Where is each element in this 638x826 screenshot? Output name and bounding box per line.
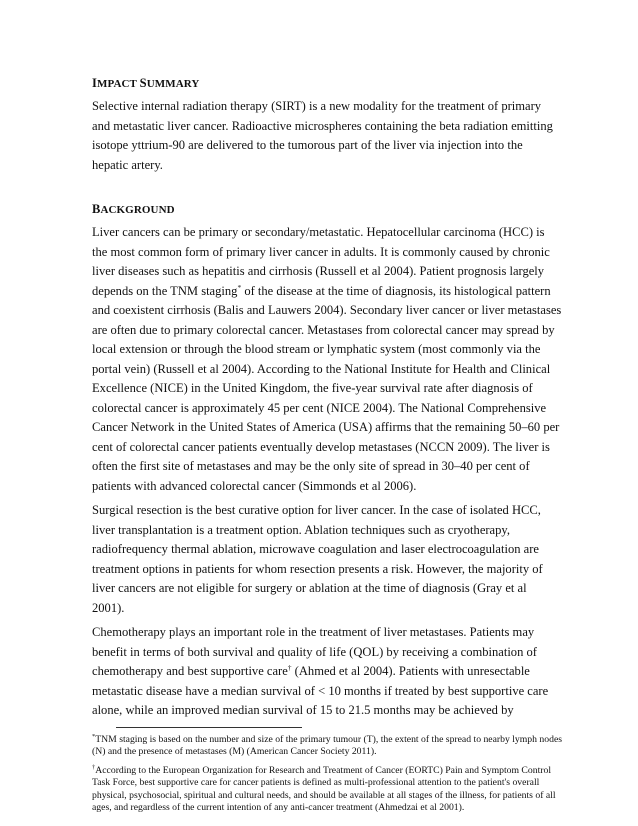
heading-initial: B	[92, 202, 101, 216]
heading-rest: UMMARY	[146, 78, 200, 90]
heading-initial: S	[139, 76, 147, 90]
background-paragraph-1	[92, 223, 562, 496]
footnote-text: According to the European Organization for Research and Treatment of Cancer (EORTC) Pain and Symptom Control Task Force, best supportive care for cancer patients is defined as multi-professional attention to the patient's overall physical, psychosocial, spiritual and cultural needs, and should be available at all stages of the illness, for patients of all ages, and regardless of the current intention of any anti-cancer treatment (Ahmedzai et al 2001).	[92, 764, 556, 814]
footnote-tnm	[92, 734, 562, 759]
impact-summary-heading	[92, 76, 562, 91]
impact-summary-text: Selective internal radiation therapy (SIRT) is a new modality for the treatment of primary and metastatic liver cancer. Radioactive microspheres containing the beta radiation emitting isotope yttrium-90 are delivered to the tumorous part of the liver via injection into the hepatic artery.	[92, 99, 553, 172]
document-page	[92, 68, 562, 821]
paragraph-text: of the disease at the time of diagnosis, its histological pattern and coexistent cirrhosis (Balis and Lauwers 2004). Secondary liver cancer or liver metastases are often due to primary colorectal cancer. Metastases from colorectal cancer may spread by local extension or through the blood stream or lymphatic system (most commonly via the portal vein) (Russell et al 2004). According to the National Institute for Health and Clinical Excellence (NICE) in the United Kingdom, the five-year survival rate after diagnosis of colorectal cancer is approximately 45 per cent (NICE 2004). The National Comprehensive Cancer Network in the United States of America (USA) affirms that the remaining 50–60 per cent of colorectal cancer patients eventually develop metastases (NCCN 2009). The liver is often the first site of metastases and may be the only site of spread in 30–40 per cent of patients with advanced colorectal cancer (Simmonds et al 2006).	[92, 283, 562, 493]
footnote-mark: †	[92, 763, 96, 771]
footnote-mark: *	[92, 732, 96, 740]
footnote-bsc	[92, 765, 562, 815]
footnote-ref-tnm[interactable]: *	[237, 282, 242, 292]
paragraph-text: Liver cancers can be primary or secondary/metastatic. Hepatocellular carcinoma (HCC) is the most common form of primary liver cancer in adults. It is commonly caused by chronic liver diseases such as hepatitis and cirrhosis (Russell et al 2004). Patient prognosis largely depends on the TNM staging	[92, 225, 550, 298]
footnote-ref-bsc[interactable]: †	[287, 662, 292, 672]
heading-rest: ACKGROUND	[100, 204, 175, 216]
heading-rest: MPACT	[96, 78, 140, 90]
background-paragraph-2: Surgical resection is the best curative option for liver cancer. In the case of isolated HCC, liver transplantation is a treatment option. Ablation techniques such as cryotherapy, radiofrequency thermal ablation, microwave coagulation and laser electrocoagulation are treatment options in patients for whom resection presents a risk. However, the majority of liver cancers are not eligible for surgery or ablation at the time of diagnosis (Gray et al 2001).	[92, 503, 543, 615]
footnote-text: TNM staging is based on the number and size of the primary tumour (T), the extent of the spread to nearby lymph nodes (N) and the presence of metastases (M) (American Cancer Society 2011).	[92, 733, 563, 758]
background-paragraph-3	[92, 623, 562, 721]
paragraph-text: (Ahmed et al 2004). Patients with unresectable metastatic disease have a median survival of < 10 months if treated by best supportive care alone, while an improved median survival of 15 to 21.5 months may be achieved by	[92, 664, 549, 717]
paragraph-text: Chemotherapy plays an important role in the treatment of liver metastases. Patients may benefit in terms of both survival and quality of life (QOL) by receiving a combination of chemotherapy and best supportive care	[92, 625, 537, 678]
heading-initial: I	[92, 76, 97, 90]
footnote-divider	[116, 727, 302, 728]
background-heading	[92, 202, 562, 217]
